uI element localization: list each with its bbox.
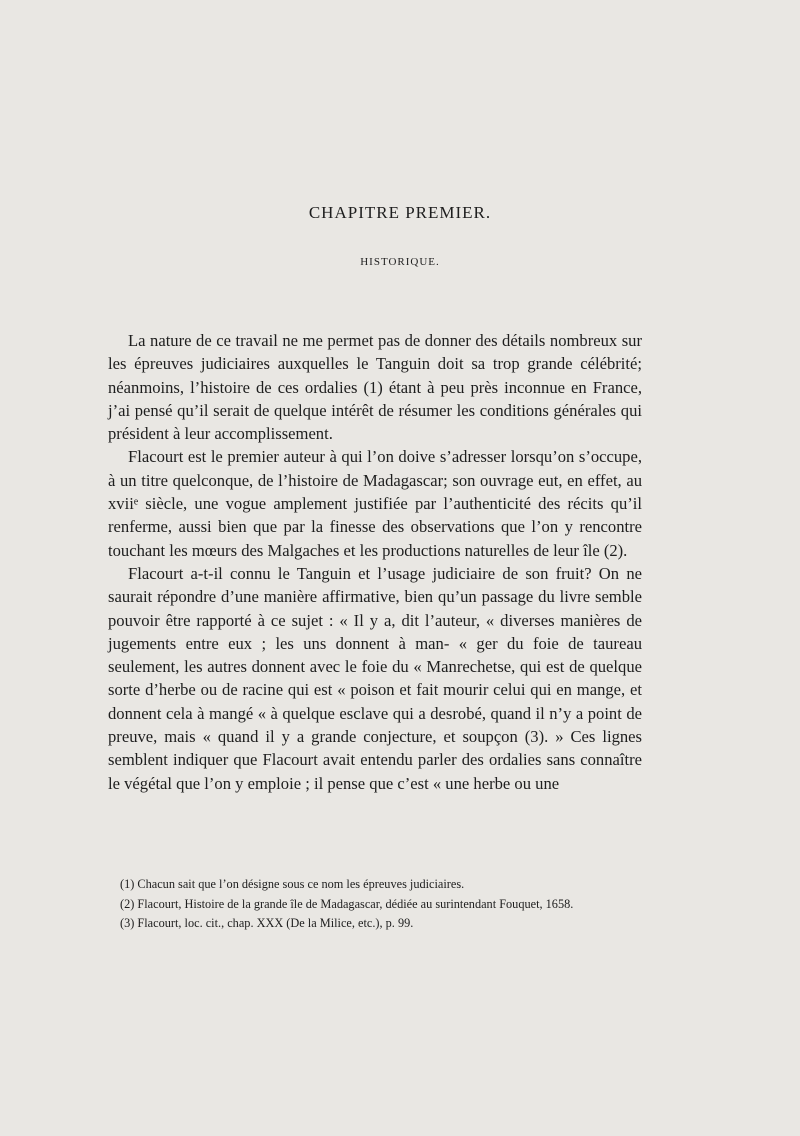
paragraph: La nature de ce travail ne me permet pas de donner des détails nombreux sur les épreuves judiciaires auxquelles le Tanguin doit sa trop grande célébrité; néanmoins, l’histoire de ces ordalies (1) étant à peu près inconnue en France, j’ai pensé qu’il serait de quelque intérêt de résumer les conditions générales qui président à leur accomplissement. — [108, 331, 642, 444]
footnotes — [108, 875, 642, 934]
footnote: (2) Flacourt, Histoire de la grande île de Madagascar, dédiée au surintendant Fouquet, 1658. — [120, 896, 574, 911]
footnote: (3) Flacourt, loc. cit., chap. XXX (De la Milice, etc.), p. 99. — [120, 916, 414, 930]
section-title: HISTORIQUE. — [360, 256, 440, 268]
main-text — [108, 329, 642, 795]
chapter-title: CHAPITRE PREMIER. — [308, 203, 492, 222]
paragraph: Flacourt est le premier auteur à qui l’on doive s’adresser lorsqu’on s’occupe, à un titre quelconque, de l’histoire de Madagascar; son ouvrage eut, en effet, au xviiᵉ siècle, une vogue amplement justifiée par l’authenticité des récits qu’il renferme, aussi bien que par la finesse des observations que l’on y rencontre touchant les mœurs des Malgaches et les productions naturelles de leur île (2). — [108, 447, 642, 560]
paragraph: Flacourt a-t-il connu le Tanguin et l’usage judiciaire de son fruit? On ne saurait répondre d’une manière affirmative, bien qu’un passage du livre semble pouvoir être rapporté à ce sujet : « Il y a, dit l’auteur, « diverses manières de jugements entre eux ; les uns donnent à man- « ger du foie de taureau seulement, les autres donnent avec le foie du « Manrechetse, qui est de quelque sorte d’herbe ou de racine qui est « poison et fait mourir celui qui en mange, et donnent cela à mangé « à quelque esclave qui a desrobé, quand il n’y a point de preuve, mais « quand il y a grande conjecture, et soupçon (3). » Ces lignes semblent indiquer que Flacourt avait entendu parler des ordalies sans connaître le végétal que l’on y emploie ; il pense que c’est « une herbe ou une — [108, 563, 642, 793]
footnote: (1) Chacun sait que l’on désigne sous ce nom les épreuves judiciaires. — [120, 877, 465, 891]
